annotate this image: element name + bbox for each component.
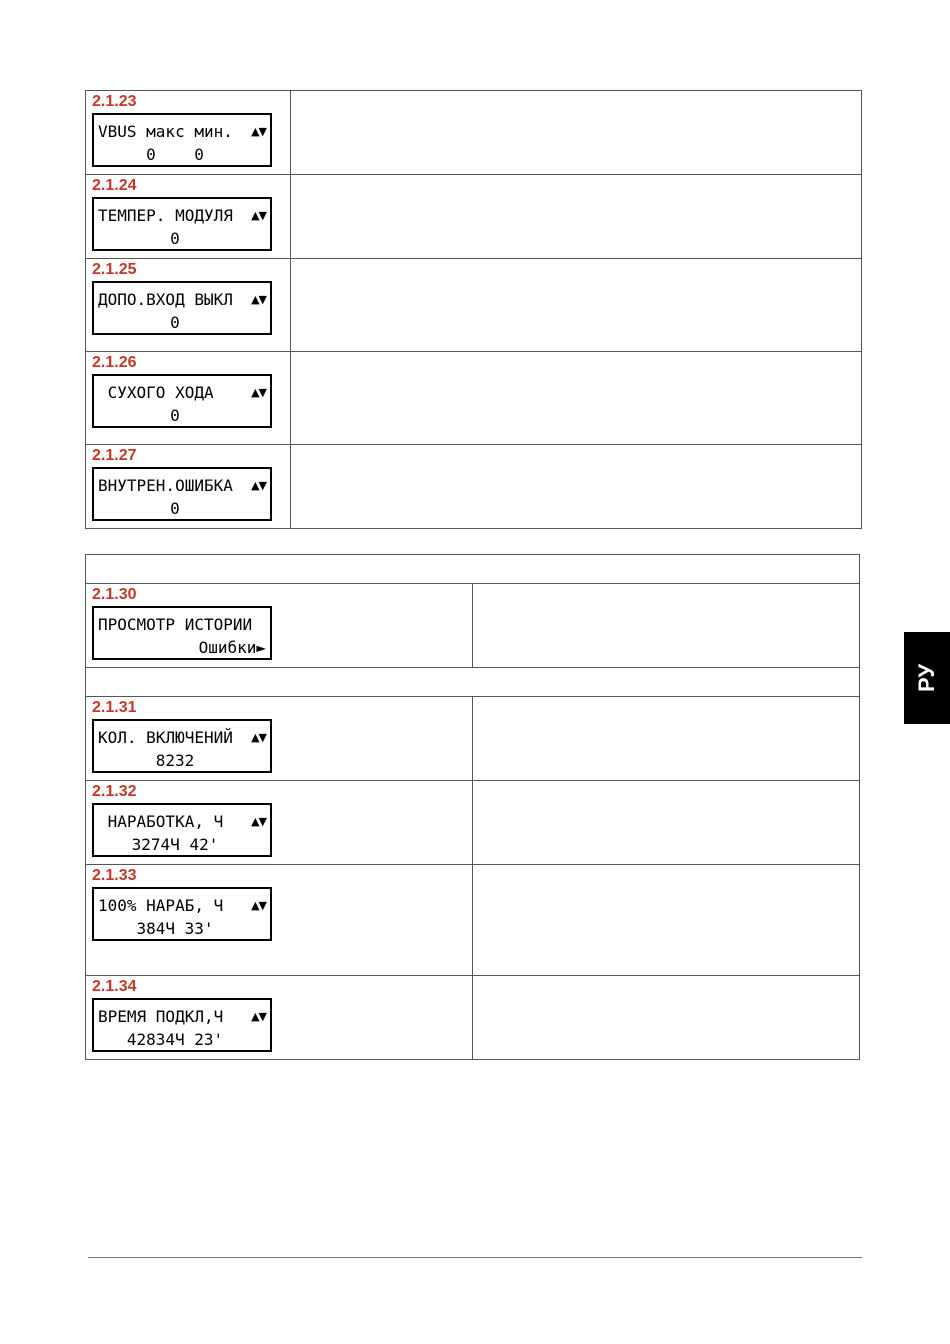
- lcd-display: [92, 803, 272, 857]
- lcd-display: [92, 719, 272, 773]
- parameter-cell: [86, 976, 473, 1060]
- lcd-line-1: 100% НАРАБ, Ч: [98, 896, 224, 915]
- description-cell: [291, 91, 862, 175]
- parameter-code: 2.1.31: [92, 699, 137, 716]
- lcd-display: [92, 197, 272, 251]
- lcd-line-1: КОЛ. ВКЛЮЧЕНИЙ: [98, 728, 233, 747]
- lcd-line-2: Ошибки►: [198, 638, 266, 657]
- up-down-arrows-icon: ▲▼: [251, 815, 266, 828]
- parameter-code: 2.1.27: [92, 447, 137, 464]
- footer-divider: [88, 1257, 862, 1258]
- lcd-line-2: 42834Ч 23': [126, 1030, 224, 1049]
- parameter-cell: [86, 175, 291, 259]
- lcd-line-2: 384Ч 33': [136, 919, 214, 938]
- lcd-display: [92, 281, 272, 335]
- lcd-display: [92, 113, 272, 167]
- up-down-arrows-icon: ▲▼: [251, 293, 266, 306]
- lcd-line-2: 0: [170, 313, 180, 332]
- description-cell: [291, 352, 862, 445]
- up-down-arrows-icon: ▲▼: [251, 209, 266, 222]
- table-row: [86, 352, 862, 445]
- lcd-line-2: 0 0: [146, 145, 204, 164]
- lcd-display: [92, 374, 272, 428]
- parameter-cell: [86, 352, 291, 445]
- description-cell: [473, 865, 860, 976]
- lcd-line-1: ТЕМПЕР. МОДУЛЯ: [98, 206, 233, 225]
- description-cell: [473, 976, 860, 1060]
- lcd-line-1: ПРОСМОТР ИСТОРИИ: [98, 615, 253, 634]
- parameter-code: 2.1.30: [92, 586, 137, 603]
- table-header-row: [86, 555, 860, 584]
- description-cell: [473, 697, 860, 781]
- parameter-cell: [86, 91, 291, 175]
- parameter-code: 2.1.33: [92, 867, 137, 884]
- language-tab: [904, 632, 950, 724]
- up-down-arrows-icon: ▲▼: [251, 731, 266, 744]
- lcd-display: [92, 887, 272, 941]
- lcd-line-2: 8232: [155, 751, 195, 770]
- table-row: [86, 584, 860, 668]
- blank-separator-cell: [86, 668, 860, 697]
- blank-header-cell: [86, 555, 860, 584]
- language-tab-label: РУ: [913, 663, 939, 693]
- table-row: [86, 91, 862, 175]
- parameter-code: 2.1.25: [92, 261, 137, 278]
- up-down-arrows-icon: ▲▼: [251, 386, 266, 399]
- parameter-cell: [86, 445, 291, 529]
- description-cell: [473, 781, 860, 865]
- parameter-code: 2.1.32: [92, 783, 137, 800]
- lcd-display: [92, 998, 272, 1052]
- lcd-line-1: ДОПО.ВХОД ВЫКЛ: [98, 290, 233, 309]
- parameter-cell: [86, 584, 473, 668]
- table-row: [86, 781, 860, 865]
- up-down-arrows-icon: ▲▼: [251, 479, 266, 492]
- lcd-line-1: VBUS макс мин.: [98, 122, 233, 141]
- lcd-line-1: СУХОГО ХОДА: [98, 383, 214, 402]
- description-cell: [473, 584, 860, 668]
- parameters-table-1: [85, 90, 862, 529]
- description-cell: [291, 445, 862, 529]
- parameters-table-2: [85, 554, 860, 1060]
- table-row: [86, 976, 860, 1060]
- lcd-line-1: НАРАБОТКА, Ч: [98, 812, 224, 831]
- parameter-cell: [86, 781, 473, 865]
- up-down-arrows-icon: ▲▼: [251, 899, 266, 912]
- up-down-arrows-icon: ▲▼: [251, 1010, 266, 1023]
- lcd-line-2: 3274Ч 42': [131, 835, 219, 854]
- lcd-display: [92, 606, 272, 660]
- table-row: [86, 697, 860, 781]
- parameter-cell: [86, 697, 473, 781]
- lcd-line-2: 0: [170, 406, 180, 425]
- lcd-line-2: 0: [170, 499, 180, 518]
- section-separator-row: [86, 668, 860, 697]
- description-cell: [291, 259, 862, 352]
- lcd-line-2: 0: [170, 229, 180, 248]
- parameter-code: 2.1.24: [92, 177, 137, 194]
- table-row: [86, 865, 860, 976]
- parameter-code: 2.1.34: [92, 978, 137, 995]
- table-row: [86, 259, 862, 352]
- parameter-code: 2.1.26: [92, 354, 137, 371]
- table-row: [86, 175, 862, 259]
- table-row: [86, 445, 862, 529]
- lcd-line-1: ВНУТРЕН.ОШИБКА: [98, 476, 233, 495]
- parameter-cell: [86, 259, 291, 352]
- parameter-code: 2.1.23: [92, 93, 137, 110]
- parameter-cell: [86, 865, 473, 976]
- lcd-line-1: ВРЕМЯ ПОДКЛ,Ч: [98, 1007, 224, 1026]
- up-down-arrows-icon: ▲▼: [251, 125, 266, 138]
- lcd-display: [92, 467, 272, 521]
- description-cell: [291, 175, 862, 259]
